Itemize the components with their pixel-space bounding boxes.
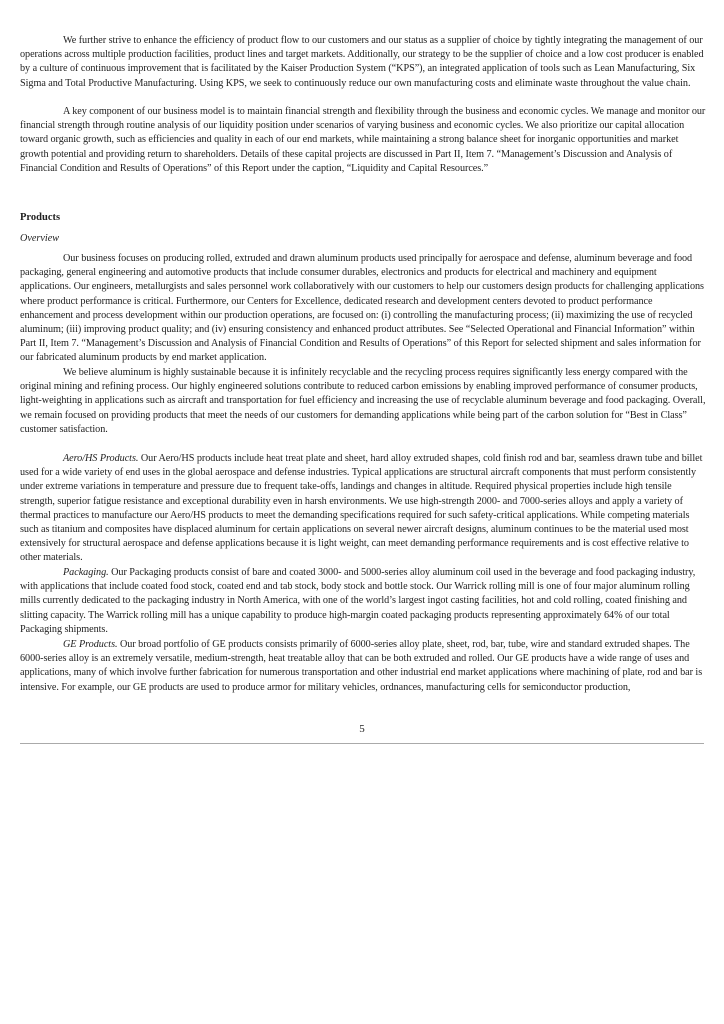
paragraph-overview: [20, 252, 706, 366]
paragraph-text: Our Packaging products consist of bare and coated 3000- and 5000-series alloy aluminum coil used in the beverage and food packaging industry, with applications that include coated food stock, coated end and tab stock, body stock and bottle stock. Our Warrick rolling mill is one of four major aluminum rolling mills currently dedicated to the packaging industry in North America, with one of the world’s largest ingot casting facilities, hot and cold rolling, coated finishing and slitting capacity. The Warrick rolling mill has a unique capability to produce high-margin coated packaging products representing approximately 64% of our total Packaging shipments.: [20, 567, 696, 635]
paragraph-text: We believe aluminum is highly sustainable because it is infinitely recyclable and the recycling process requires significantly less energy compared with the original mining and refining process. Our highly engineered solutions contribute to reduced carbon emissions by enabling improved performance of consumer products, light-weighting in applications such as aircraft and transportation for fuel efficiency and increasing the use of recyclable aluminum beverage and food packaging. Overall, we remain focused on providing products that meet the needs of our customers for demanding applications while being part of the carbon solution for “Best in Class” customer satisfaction.: [20, 367, 706, 435]
paragraph-financial-strength: [20, 105, 706, 176]
ge-products-label: GE Products.: [63, 639, 118, 650]
paragraph-text: Our business focuses on producing rolled, extruded and drawn aluminum products used principally for aerospace and defense, aluminum beverage and food packaging, general engineering and automotive products that include consumer durables, electronics and products for electrical and machinery and equipment applications. Our engineers, metallurgists and sales personnel work collaboratively with our customers to help our customers design products for challenging applications where product performance is critical. Furthermore, our Centers for Excellence, dedicated research and development centers devoted to product performance enhancement and process development within our production operations, are focused on: (i) controlling the manufacturing process; (ii) maximizing the use of recycled aluminum; (iii) improving product quality; and (iv) ensuring consistency and enhanced product attributes. See “Selected Operational and Financial Information” within Part II, Item 7. “Management’s Discussion and Analysis of Financial Condition and Results of Operations” of this Report for selected shipment and sales information for our fabricated aluminum products by end market application.: [20, 253, 704, 364]
paragraph-aero-hs: [20, 452, 706, 566]
subheading-overview: Overview: [20, 233, 60, 244]
paragraph-kps: [20, 34, 706, 91]
aero-hs-label: Aero/HS Products.: [63, 453, 139, 464]
section-heading-products: Products: [20, 212, 61, 223]
paragraph-sustainability: [20, 366, 706, 437]
page-number: 5: [359, 723, 365, 735]
packaging-label: Packaging.: [63, 567, 109, 578]
paragraph-text: Our Aero/HS products include heat treat plate and sheet, hard alloy extruded shapes, cold finish rod and bar, seamless drawn tube and billet used for a wide variety of end uses in the global aerospace and defense industries. Typical applications are structural aircraft components that must perform consistently under extreme variations in temperature and pressure due to frequent take-offs, landings and changes in altitude. Required physical properties include high tensile strength, superior fatigue resistance and exceptional durability even in harsh environments. We use high-strength 2000- and 7000-series alloys and apply a variety of thermal practices to manufacture our Aero/HS products to meet the demanding specifications required for such safety-critical applications. While competing materials such as titanium and composites have displaced aluminum for certain applications on several newer aircraft designs, aluminum continues to be the material used most extensively for structural aerospace and defense applications because it is light weight, can meet demanding performance requirements and is cost effective relative to other materials.: [20, 453, 703, 564]
paragraph-packaging: [20, 566, 706, 637]
paragraph-text: Our broad portfolio of GE products consists primarily of 6000-series alloy plate, sheet, rod, bar, tube, wire and standard extruded shapes. The 6000-series alloy is an extremely versatile, medium-strength, heat treatable alloy that can be both extruded and rolled. Our GE products have a wide range of uses and applications, many of which involve further fabrication for numerous transportation and other industrial end market applications where machining of plate, rod and bar is intensive. For example, our GE products are used to produce armor for military vehicles, ordnances, manufacturing cells for semiconductor production,: [20, 639, 703, 693]
paragraph-text: A key component of our business model is to maintain financial strength and flexibility through the business and economic cycles. We manage and monitor our financial strength through routine analysis of our liquidity position under scenarios of varying business and economic cycles. We also prioritize our capital allocation toward organic growth, such as efficiencies and quality in each of our end markets, while maintaining a strong balance sheet for inorganic opportunities and market growth potential and providing return to shareholders. Details of these capital projects are discussed in Part II, Item 7. “Management’s Discussion and Analysis of Financial Condition and Results of Operations” of this Report under the caption, “Liquidity and Capital Resources.”: [20, 106, 706, 174]
paragraph-text: We further strive to enhance the efficiency of product flow to our customers and our status as a supplier of choice by tightly integrating the management of our operations across multiple production facilities, product lines and target markets. Additionally, our strategy to be the supplier of choice and a low cost producer is enabled by a culture of continuous improvement that is facilitated by the Kaiser Production System (“KPS”), an integrated application of tools such as Lean Manufacturing, Six Sigma and Total Productive Manufacturing. Using KPS, we seek to continuously reduce our own manufacturing costs and eliminate waste throughout the value chain.: [20, 35, 704, 89]
paragraph-ge-products: [20, 638, 706, 695]
page-divider: [20, 743, 704, 744]
